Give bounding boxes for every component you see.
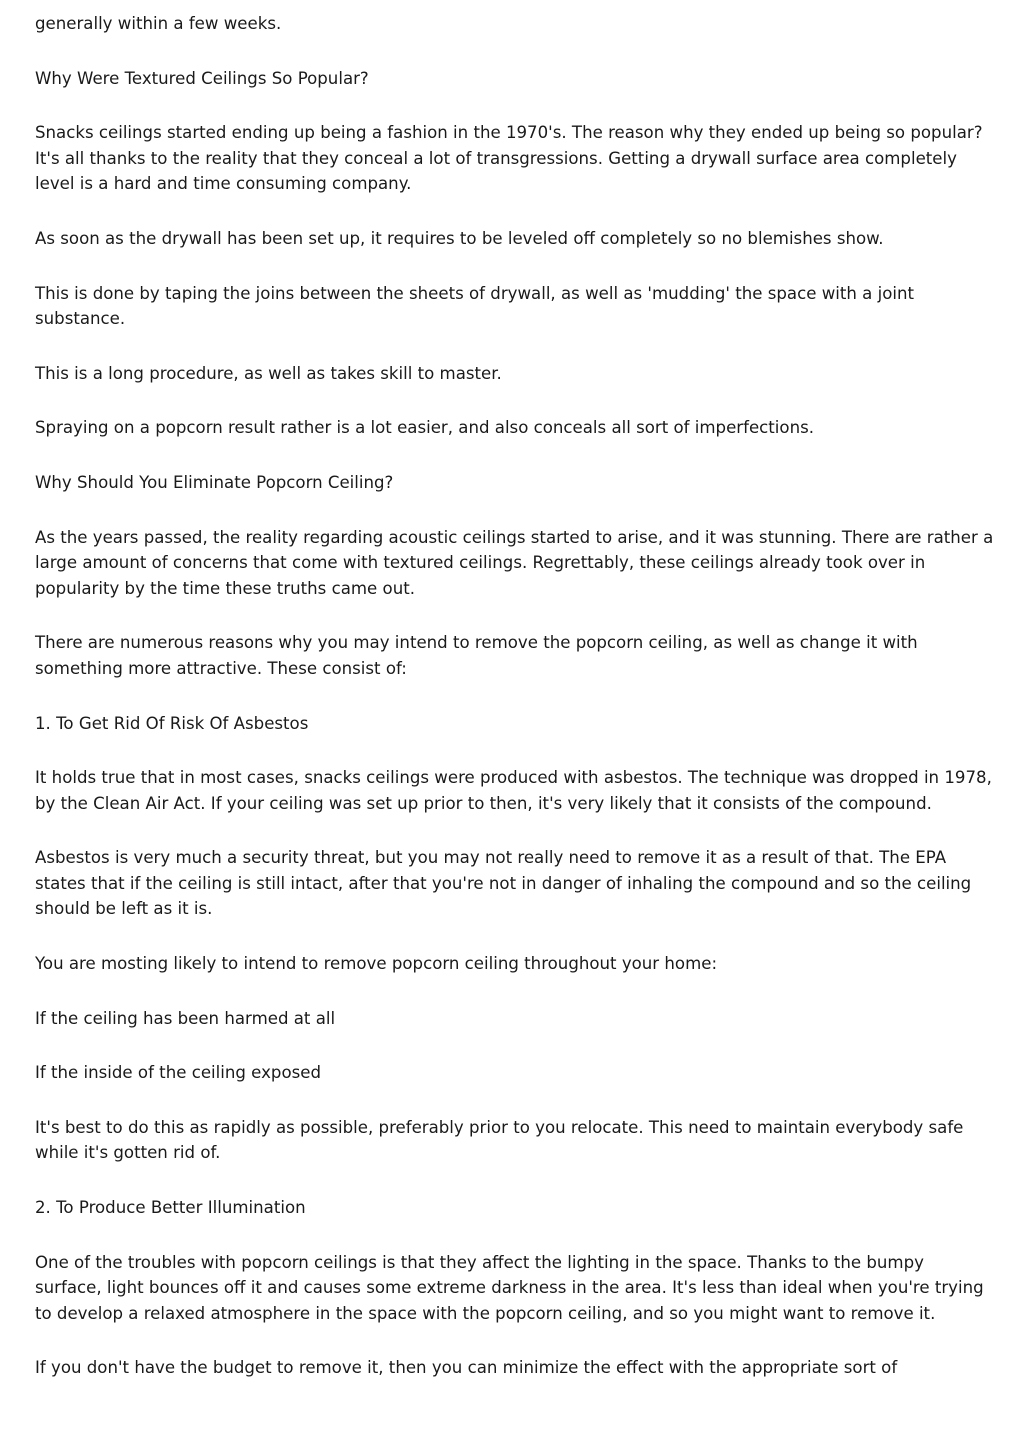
paragraph-best-rapidly: It's best to do this as rapidly as possible, preferably prior to you relocate. This need to maintain everybody safe while it's gotten rid of.: [35, 1117, 964, 1163]
paragraph-numerous-reasons: There are numerous reasons why you may intend to remove the popcorn ceiling, as well as change it with something more attractive. These consist of:: [35, 633, 918, 678]
document-page: [35, 11, 995, 1410]
paragraph-remove-throughout: You are mosting likely to intend to remove popcorn ceiling throughout your home:: [35, 954, 718, 974]
heading-why-textured-popular: Why Were Textured Ceilings So Popular?: [35, 68, 369, 88]
paragraph-years-passed: As the years passed, the reality regarding acoustic ceilings started to arise, and it was stunning. There are rather a large amount of concerns that come with textured ceilings. Regrettably, these ceilings already took over in popularity by the time these truths came out.: [35, 527, 994, 598]
paragraph-spraying-popcorn: Spraying on a popcorn result rather is a lot easier, and also conceals all sort of imperfections.: [35, 418, 815, 438]
paragraph-drywall-leveled: As soon as the drywall has been set up, it requires to be leveled off completely so no blemishes show.: [35, 228, 884, 248]
paragraph-long-procedure: This is a long procedure, as well as takes skill to master.: [35, 363, 502, 383]
paragraph-asbestos-produced: It holds true that in most cases, snacks ceilings were produced with asbestos. The technique was dropped in 1978, by the Clean Air Act. If your ceiling was set up prior to then, it's very likely that it consists of the compound.: [35, 768, 992, 813]
paragraph-taping-joins: This is done by taping the joins between the sheets of drywall, as well as 'mudding' the space with a joint substance.: [35, 283, 915, 329]
heading-better-illumination: 2. To Produce Better Illumination: [35, 1198, 306, 1218]
paragraph-snacks-fashion: Snacks ceilings started ending up being a fashion in the 1970's. The reason why they ended up being so popular? It's all thanks to the reality that they conceal a lot of transgressions. Getting a drywall surface area completely level is a hard and time consuming company.: [35, 123, 983, 194]
paragraph-security-threat: Asbestos is very much a security threat, but you may not really need to remove it as a result of that. The EPA states that if the ceiling is still intact, after that you're not in danger of inhaling the compound and so the ceiling should be left as it is.: [35, 848, 972, 919]
paragraph-intro-fragment: generally within a few weeks.: [35, 14, 282, 33]
paragraph-budget-fragment: If you don't have the budget to remove it, then you can minimize the effect with the appropriate sort of: [35, 1358, 898, 1378]
list-item-harmed: If the ceiling has been harmed at all: [35, 1008, 336, 1028]
paragraph-lighting-troubles: One of the troubles with popcorn ceilings is that they affect the lighting in the space. Thanks to the bumpy surface, light bounces off it and causes some extreme darkness in the area. It's less than ideal when you're trying to develop a relaxed atmosphere in the space with the popcorn ceiling, and so you might want to remove it.: [35, 1252, 984, 1323]
heading-risk-asbestos: 1. To Get Rid Of Risk Of Asbestos: [35, 713, 309, 733]
list-item-exposed: If the inside of the ceiling exposed: [35, 1063, 321, 1083]
heading-why-eliminate: Why Should You Eliminate Popcorn Ceiling?: [35, 472, 394, 492]
